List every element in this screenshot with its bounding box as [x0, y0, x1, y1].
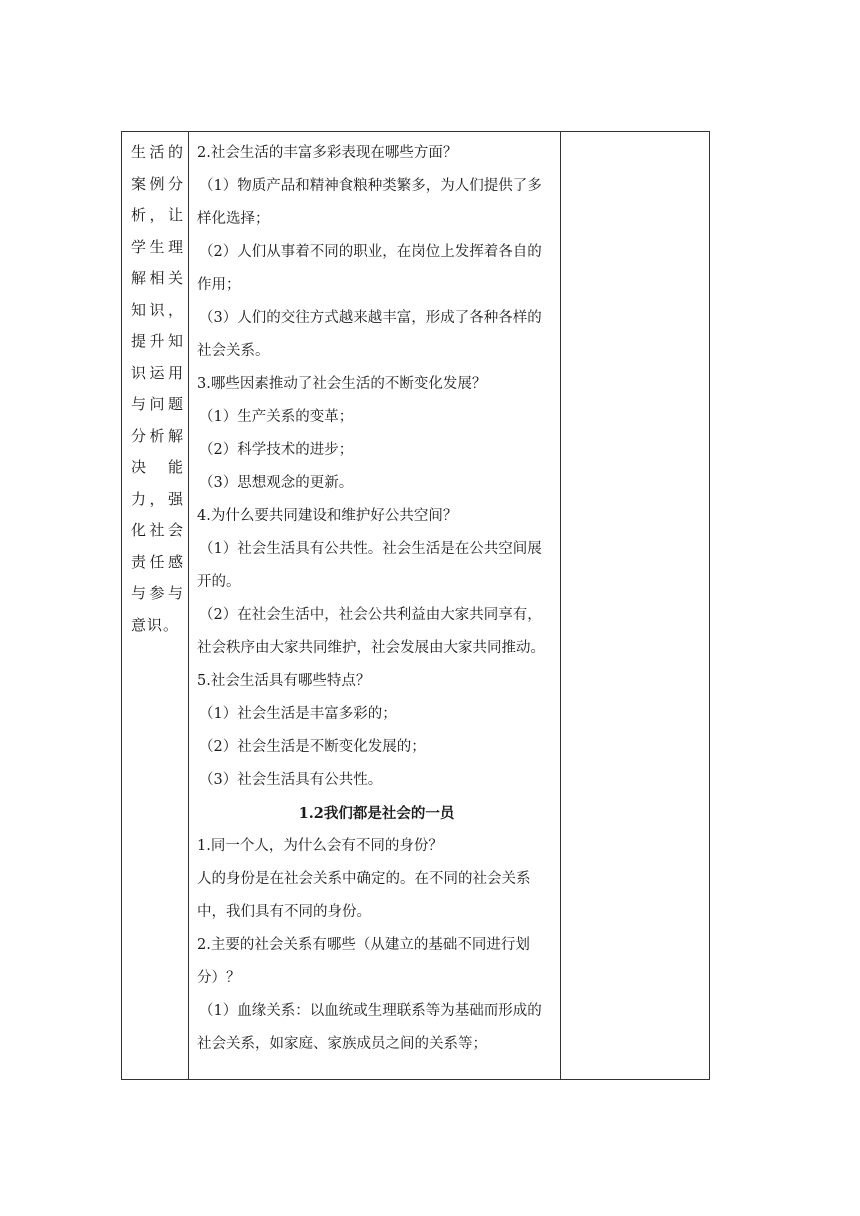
- answer-line: （1）社会生活是丰富多彩的；: [199, 706, 397, 722]
- objective-line: 析，让: [131, 206, 184, 224]
- objective-line: 解相关: [131, 269, 184, 287]
- answer-line: （3）社会生活具有公共性。: [199, 772, 383, 788]
- question-line: 2.社会生活的丰富多彩表现在哪些方面？: [197, 145, 458, 161]
- objective-line: 知识，: [131, 300, 184, 319]
- answer-line: 社会关系，如家庭、家族成员之间的关系等；: [197, 1036, 487, 1052]
- answer-line: （1）生产关系的变革；: [199, 409, 354, 425]
- objective-line: 决 能: [131, 458, 184, 476]
- answer-line: （1）物质产品和精神食粮种类繁多，为人们提供了多: [199, 178, 542, 194]
- objective-line: 化社会: [131, 521, 184, 539]
- answer-line: （2）科学技术的进步；: [199, 442, 354, 458]
- answer-line: （1）血缘关系：以血统或生理联系等为基础而形成的: [199, 1003, 542, 1019]
- objective-line: 案例分: [131, 174, 184, 193]
- lesson-table: [121, 131, 710, 1080]
- answer-line: （1）社会生活具有公共性。社会生活是在公共空间展: [199, 541, 542, 557]
- answer-line: 开的。: [197, 574, 241, 590]
- answer-line: （2）人们从事着不同的职业，在岗位上发挥着各自的: [199, 244, 542, 260]
- objective-line: 生活的: [131, 143, 184, 161]
- answer-line: 人的身份是在社会关系中确定的。在不同的社会关系: [197, 871, 531, 887]
- objective-line: 与问题: [131, 395, 184, 413]
- answer-line: （2）社会生活是不断变化发展的；: [199, 739, 426, 755]
- question-line: 4.为什么要共同建设和维护好公共空间？: [197, 508, 458, 524]
- objective-line: 意识。: [131, 615, 180, 634]
- objective-line: 识运用: [131, 363, 184, 382]
- answer-line: 作用；: [197, 277, 241, 293]
- answer-line: 样化选择；: [197, 211, 270, 227]
- answer-line: 社会秩序由大家共同维护，社会发展由大家共同推动。: [197, 640, 545, 656]
- answer-line: （2）在社会生活中，社会公共利益由大家共同享有，: [199, 607, 542, 623]
- answer-line: 中，我们具有不同的身份。: [197, 904, 371, 920]
- answer-line: 社会关系。: [197, 343, 270, 359]
- question-line: 1.同一个人，为什么会有不同的身份？: [197, 838, 443, 854]
- table-row: [122, 132, 710, 1080]
- content-text: [189, 132, 560, 1061]
- content-cell: [189, 132, 561, 1080]
- question-line: 5.社会生活具有哪些特点？: [197, 673, 371, 689]
- question-line: 3.哪些因素推动了社会生活的不断变化发展？: [197, 376, 487, 392]
- answer-line: （3）人们的交往方式越来越丰富，形成了各种各样的: [199, 310, 542, 326]
- answer-line: 分）？: [197, 970, 241, 986]
- notes-cell: [561, 132, 710, 1080]
- objective-line: 力，强: [131, 489, 184, 508]
- objective-line: 责任感: [131, 552, 184, 571]
- objective-line: 分析解: [131, 426, 184, 445]
- objective-cell: [122, 132, 189, 1080]
- question-line: 2.主要的社会关系有哪些（从建立的基础不同进行划: [197, 937, 530, 953]
- objective-line: 提升知: [131, 332, 184, 350]
- objective-text: [122, 132, 188, 641]
- section-heading: 1.2我们都是社会的一员: [298, 805, 455, 822]
- objective-line: 学生理: [131, 237, 184, 256]
- answer-line: （3）思想观念的更新。: [199, 475, 354, 491]
- objective-line: 与参与: [131, 584, 184, 602]
